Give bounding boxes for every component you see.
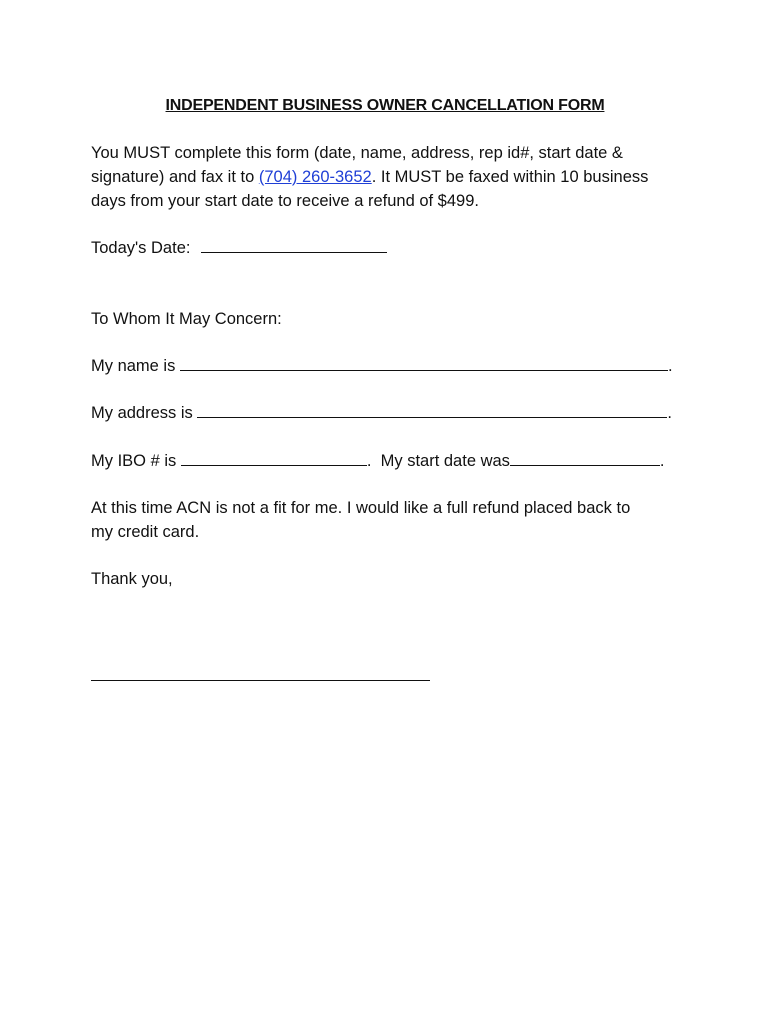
signature-line[interactable] (91, 680, 430, 681)
start-date-period: . (659, 452, 665, 470)
address-field[interactable] (197, 402, 667, 418)
instructions-line-2-start: signature) and fax it to (91, 168, 259, 186)
instructions-line-2 (91, 165, 691, 189)
statement-line-2: my credit card. (91, 523, 200, 541)
ibo-number-field[interactable] (181, 450, 367, 466)
todays-date-field[interactable] (201, 237, 387, 253)
closing: Thank you, (91, 570, 173, 588)
statement-paragraph (91, 496, 691, 544)
start-date-field[interactable] (510, 450, 660, 466)
address-period: . (667, 404, 672, 422)
address-row (91, 401, 672, 425)
salutation: To Whom It May Concern: (91, 310, 282, 328)
address-label: My address is (91, 404, 193, 422)
name-field[interactable] (180, 355, 668, 371)
ibo-label: My IBO # is (91, 452, 177, 470)
ibo-row (91, 449, 665, 473)
todays-date-row (91, 236, 387, 260)
instructions-line-3: days from your start date to receive a refund of $499. (91, 192, 479, 210)
statement-line-1: At this time ACN is not a fit for me. I would like a full refund placed back to (91, 499, 631, 517)
name-row (91, 354, 673, 378)
todays-date-label: Today's Date: (91, 239, 191, 257)
name-label: My name is (91, 357, 176, 375)
instructions-line-1: You MUST complete this form (date, name, address, rep id#, start date & (91, 144, 623, 162)
start-date-label: My start date was (380, 452, 510, 470)
name-period: . (667, 357, 673, 375)
fax-number-link[interactable]: (704) 260-3652 (258, 168, 372, 186)
instructions-line-2-end: . It MUST be faxed within 10 business (371, 168, 649, 186)
instructions-paragraph (91, 141, 691, 213)
form-title: INDEPENDENT BUSINESS OWNER CANCELLATION FORM (165, 97, 605, 114)
ibo-period: . (366, 452, 372, 470)
